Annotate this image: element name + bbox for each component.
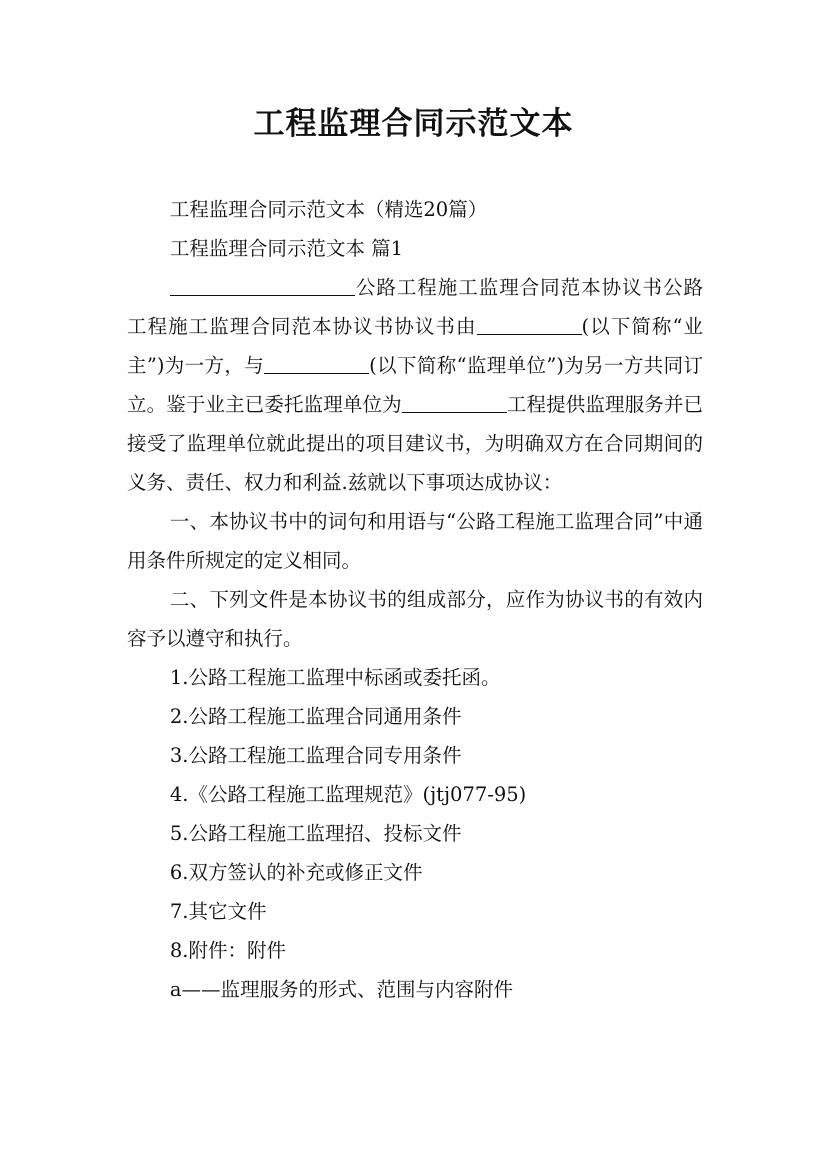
- list-item: 2.公路工程施工监理合同通用条件: [169, 705, 462, 728]
- agreement-text-3: (以下简称“监理单位”)为另一方共同订立。鉴于业主已委托监理单位为: [127, 354, 704, 416]
- list-item: a——监理服务的形式、范围与内容附件: [169, 978, 514, 1001]
- list-item: 1.公路工程施工监理中标函或委托函。: [169, 666, 501, 689]
- blank-line-owner: [477, 315, 582, 336]
- list-item: 5.公路工程施工监理招、投标文件: [169, 822, 462, 845]
- blank-line-supervisor: [264, 354, 369, 375]
- section-heading: 工程监理合同示范文本 篇1: [169, 237, 403, 260]
- document-subtitle: 工程监理合同示范文本（精选20篇）: [169, 198, 488, 221]
- agreement-title: 公路工程施工监理合同范本协议书: [354, 276, 663, 299]
- agreement-text-2: (以下简称“业主”)为一方，与: [127, 315, 703, 377]
- agreement-text-4: 工程提供监理服务并已接受了监理单位就此提出的项目建议书，为明确双方在合同期间的义务、责任、权力和利益.兹就以下事项达成协议：: [127, 393, 703, 494]
- list-item: 3.公路工程施工监理合同专用条件: [169, 744, 462, 767]
- list-item: 6.双方签认的补充或修正文件: [169, 861, 423, 884]
- agreement-text-1: 公路工程施工监理合同范本协议书协议书由: [127, 276, 703, 338]
- list-item: 7.其它文件: [169, 900, 267, 923]
- blank-line-engineering: [402, 393, 507, 414]
- document-title: 工程监理合同示范文本: [253, 106, 574, 142]
- agreement-paragraph: [127, 268, 703, 502]
- clause-1: 一、本协议书中的词句和用语与“公路工程施工监理合同”中通用条件所规定的定义相同。: [127, 510, 703, 572]
- blank-line-project: [170, 276, 355, 297]
- clause-2: 二、下列文件是本协议书的组成部分，应作为协议书的有效内容予以遵守和执行。: [127, 588, 703, 650]
- document-body: [127, 190, 703, 1009]
- list-item: 4.《公路工程施工监理规范》(jtj077-95): [169, 783, 527, 806]
- list-item: 8.附件：附件: [169, 939, 286, 962]
